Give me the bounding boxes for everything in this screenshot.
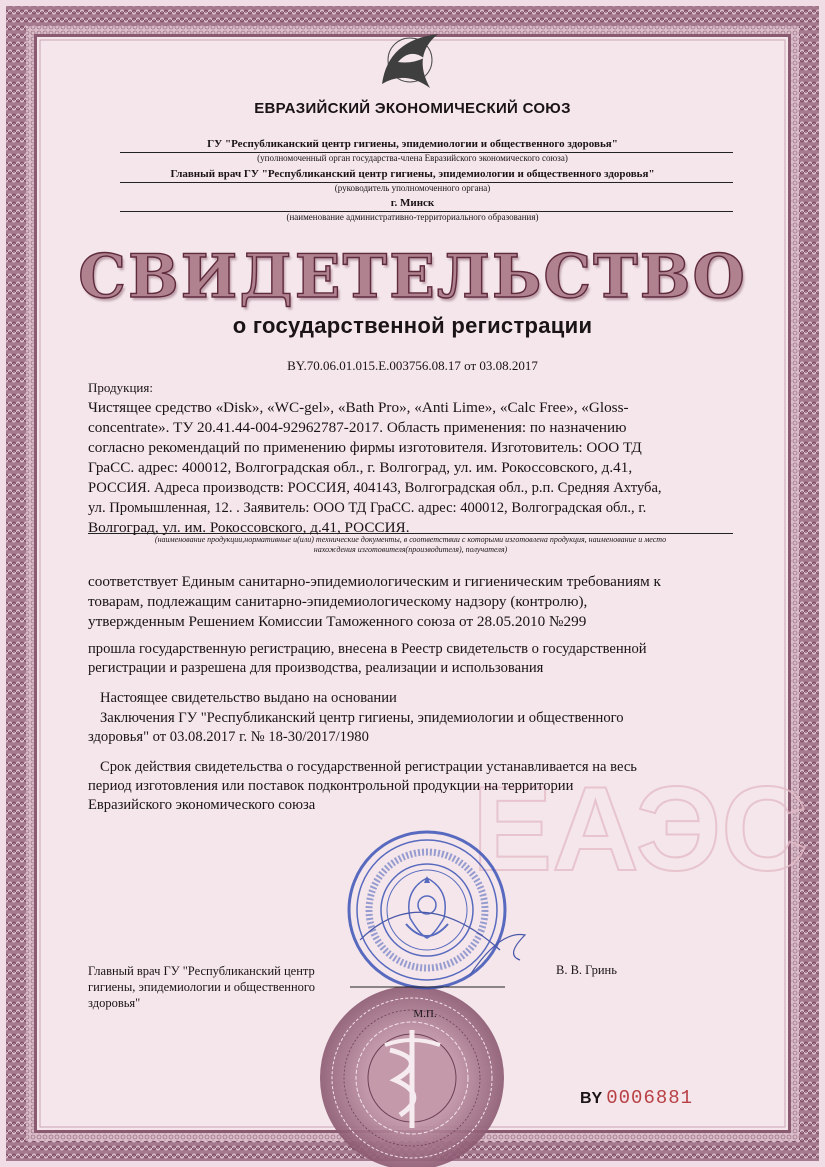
product-label: Продукция: (88, 380, 153, 395)
issuer-name: ГУ "Республиканский центр гигиены, эпидемиологии и общественного здоровья" (207, 138, 618, 150)
issuer-caption: (уполномоченный орган государства-члена Евразийского экономического союза) (257, 153, 568, 163)
signatory-position (88, 963, 315, 1011)
validity-statement (88, 758, 733, 815)
compliance-line: соответствует Единым санитарно-эпидемиологическим и гигиеническим требованиям к (88, 573, 661, 590)
product-caption-line: (наименование продукции,нормативные и(или) технические документы, в соответствии с которыми изготовлена продукция, наименование и место (154, 535, 667, 544)
city: г. Минск (390, 197, 435, 209)
signatory-name: В. В. Гринь (556, 963, 617, 977)
registration-line: регистрации и разрешена для производства, реализации и использования (88, 660, 544, 676)
signatory-position-line: гигиены, эпидемиологии и общественного (88, 980, 315, 994)
registration-statement (88, 640, 733, 678)
product-line: Чистящее средство «Disk», «WC-gel», «Bath Pro», «Anti Lime», «Calc Free», «Gloss- (88, 399, 629, 416)
product-line: РОССИЯ. Адреса производств: РОССИЯ, 404143, Волгоградская обл., р.п. Средняя Ахтуба, (88, 480, 662, 496)
eaeu-watermark: ЕАЭС (472, 762, 808, 896)
serial-digits: 0006881 (606, 1087, 694, 1109)
validity-line: Евразийского экономического союза (88, 797, 316, 813)
compliance-statement (88, 572, 733, 632)
stamp-place-label: М.П. (413, 1008, 437, 1020)
serial-number (580, 1087, 693, 1109)
product-caption (88, 535, 733, 555)
head-doctor-caption: (руководитель уполномоченного органа) (334, 183, 491, 193)
registration-line: прошла государственную регистрацию, внесена в Реестр свидетельств о государственной (88, 641, 647, 657)
serial-prefix: BY (580, 1090, 603, 1107)
validity-line: Срок действия свидетельства о государственной регистрации устанавливается на весь (100, 759, 637, 775)
product-line: согласно рекомендаций по применению фирмы изготовителя. Изготовитель: ООО ТД (88, 439, 642, 456)
product-line: ГраСС. адрес: 400012, Волгоградская обл., г. Волгоград, ул. им. Рокоссовского, д.41, (88, 459, 633, 476)
product-line: ул. Промышленная, 12. . Заявитель: ООО ТД ГраСС. адрес: 400012, Волгоградская обл., г. (88, 500, 647, 516)
signatory-position-line: Главный врач ГУ "Республиканский центр (88, 964, 315, 978)
registration-number: BY.70.06.01.015.E.003756.08.17 от 03.08.2017 (287, 358, 538, 373)
validity-line: период изготовления или поставок подконтрольной продукции на территории (88, 778, 574, 794)
certificate-title: СВИДЕТЕЛЬСТВО (78, 242, 747, 312)
basis-statement (88, 709, 733, 747)
signatory-position-line: здоровья" (88, 996, 141, 1010)
head-doctor-title: Главный врач ГУ "Республиканский центр гигиены, эпидемиологии и общественного здоровья" (170, 168, 655, 180)
compliance-line: утвержденным Решением Комиссии Таможенного союза от 28.05.2010 №299 (88, 613, 587, 630)
compliance-line: товарам, подлежащим санитарно-эпидемиологическому надзору (контролю), (88, 593, 588, 610)
product-line: concentrate». ТУ 20.41.44-004-92962787-2017. Область применения: по назначению (88, 419, 627, 436)
basis-line: здоровья" от 03.08.2017 г. № 18-30/2017/1980 (88, 729, 369, 745)
city-caption: (наименование административно-территориального образования) (286, 212, 539, 222)
product-rule (88, 533, 733, 534)
union-name: ЕВРАЗИЙСКИЙ ЭКОНОМИЧЕСКИЙ СОЮЗ (254, 100, 571, 117)
product-line: Волгоград, ул. им. Рокоссовского, д.41, РОССИЯ. (88, 519, 410, 536)
basis-line: Заключения ГУ "Республиканский центр гигиены, эпидемиологии и общественного (100, 710, 624, 726)
certificate-subtitle: о государственной регистрации (232, 313, 593, 338)
product-description (88, 398, 733, 538)
product-caption-line: нахождения изготовителя(производителя), получателя) (313, 545, 508, 554)
basis-intro: Настоящее свидетельство выдано на основании (100, 690, 397, 706)
